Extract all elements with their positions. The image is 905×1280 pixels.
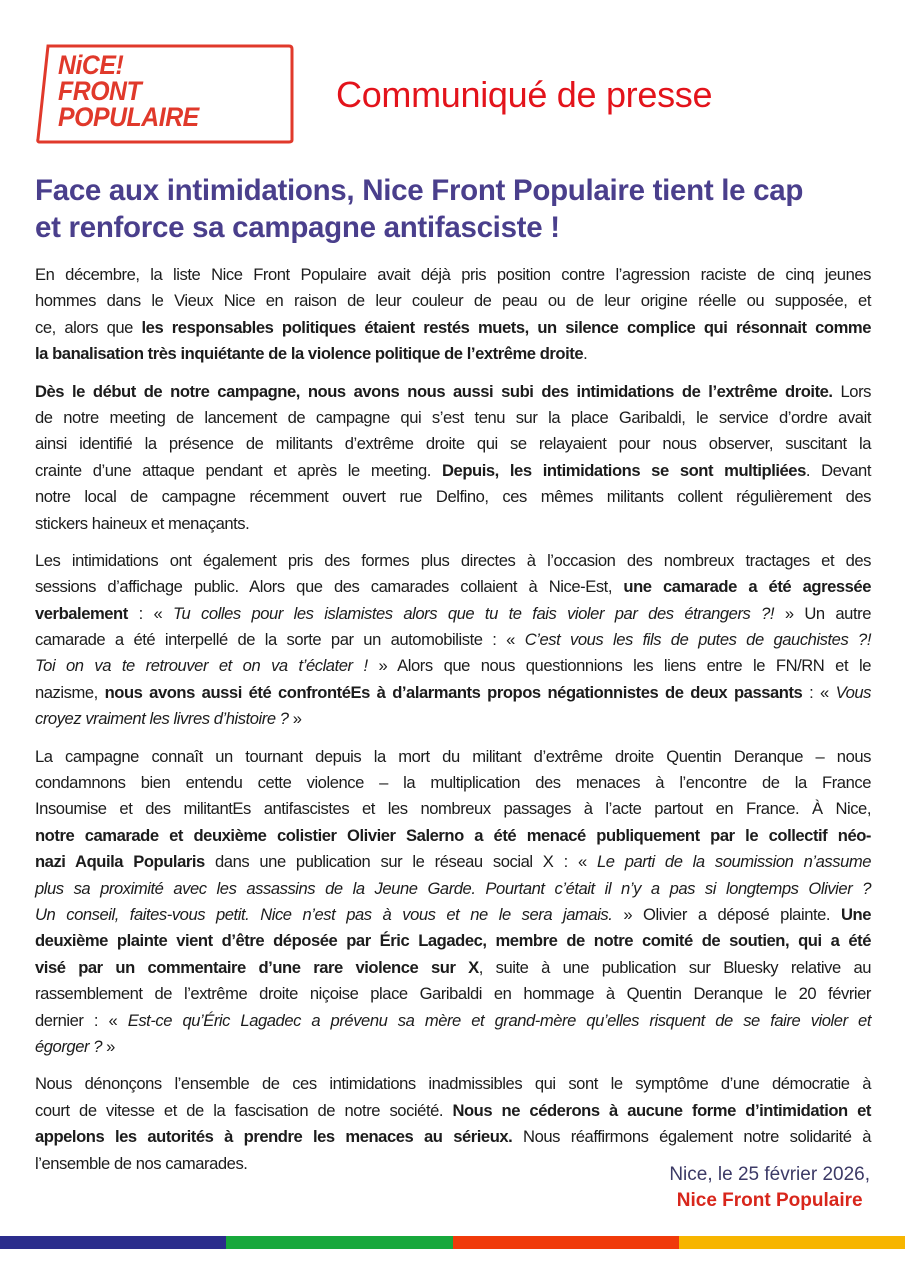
- text-run: ce, alors que: [35, 317, 142, 337]
- quoted-text: Le parti de la soumission n’assume: [596, 852, 871, 872]
- paragraph-line: [35, 315, 871, 341]
- paragraph-line: [35, 849, 871, 875]
- text-run: camarade a été interpellé de la sorte par un automobiliste : «: [35, 630, 525, 650]
- paragraph-line: [35, 902, 871, 928]
- color-stripe-footer: [0, 1236, 905, 1249]
- title-line: Face aux intimidations, Nice Front Populaire tient le cap: [35, 174, 804, 207]
- text-run: sessions d’affichage public. Alors que des camarades collaient à Nice-Est,: [35, 577, 624, 597]
- text-run: .: [583, 344, 588, 364]
- signature-block: [669, 1162, 870, 1214]
- text-run: hommes dans le Vieux Nice en raison de leur couleur de peau ou de leur origine réelle ou supposée, et: [35, 291, 871, 311]
- paragraph-line: [35, 405, 871, 431]
- paragraph-line: [35, 680, 871, 706]
- text-run: » Olivier a déposé plainte.: [612, 904, 841, 924]
- paragraph-line: [35, 744, 871, 770]
- text-run: » Alors que nous questionnions les liens entre le FN/RN et le: [367, 656, 871, 676]
- text-run: Nous réaffirmons également notre solidarité à: [512, 1127, 872, 1147]
- bold-text: nazi Aquila Popularis: [35, 852, 205, 872]
- paragraph-line: [35, 379, 871, 405]
- text-run: crainte d’une attaque pendant et après le meeting.: [35, 460, 443, 480]
- text-run: court de vitesse et de la fascisation de notre société.: [35, 1100, 453, 1120]
- quoted-text: croyez vraiment les livres d’histoire ?: [35, 709, 289, 729]
- text-run: l’ensemble de nos camarades.: [35, 1153, 248, 1173]
- paragraph-line: [35, 796, 871, 822]
- text-run: , suite à une publication sur Bluesky relative au: [478, 957, 871, 977]
- paragraph-line: [35, 770, 871, 796]
- paragraph-line: [35, 1071, 871, 1097]
- paragraph-line: [35, 823, 871, 849]
- paragraph-line: [35, 981, 871, 1007]
- signature-place-date: Nice, le 25 février 2026,: [669, 1164, 870, 1185]
- paragraph-line: [35, 511, 871, 537]
- paragraph-line: [35, 1008, 871, 1034]
- bold-text: visé par un commentaire d’une rare violence sur X: [35, 957, 479, 977]
- stripe-segment: [679, 1236, 905, 1249]
- body-paragraph: [35, 548, 871, 733]
- logo-line: NiCE!: [58, 50, 124, 80]
- quoted-text: plus sa proximité avec les assassins de la Jeune Garde. Pourtant c’était il n’y a pas si longtemps Olivier ?: [35, 878, 871, 898]
- logo-wordmark: [58, 52, 199, 130]
- text-run: La campagne connaît un tournant depuis la mort du militant d’extrême droite Quentin Deranque – nous: [35, 746, 871, 766]
- title-line: et renforce sa campagne antifasciste !: [35, 211, 560, 244]
- paragraph-line: [35, 601, 871, 627]
- paragraph-line: [35, 706, 871, 732]
- paragraph-line: [35, 653, 871, 679]
- text-run: nazisme,: [35, 682, 105, 702]
- text-run: condamnons bien entendu cette violence – la multiplication des menaces à l’encontre de la France: [35, 773, 871, 793]
- press-release-body: [35, 262, 871, 1188]
- text-run: notre local de campagne récemment ouvert rue Delfino, ces mêmes militants collent régulièrement des: [35, 487, 871, 507]
- bold-text: Dès le début de notre campagne, nous avons nous aussi subi des intimidations de l’extrême droite.: [35, 381, 833, 401]
- bold-text: appelons les autorités à prendre les menaces au sérieux.: [35, 1127, 513, 1147]
- text-run: : «: [127, 603, 174, 623]
- text-run: En décembre, la liste Nice Front Populaire avait déjà pris position contre l’agression raciste de cinq jeunes: [35, 265, 871, 284]
- text-run: Nous dénonçons l’ensemble de ces intimidations inadmissibles qui sont le symptôme d’une démocratie à: [35, 1074, 871, 1094]
- paragraph-line: [35, 627, 871, 653]
- paragraph-line: [35, 876, 871, 902]
- text-run: : «: [802, 682, 836, 702]
- paragraph-line: [35, 928, 871, 954]
- text-run: de notre meeting de lancement de campagne qui s’est tenu sur la place Garibaldi, le service d’ordre avait: [35, 407, 871, 427]
- bold-text: Une: [841, 904, 871, 924]
- bold-text: nous avons aussi été confrontéEs à d’alarmants propos négationnistes de deux passants: [104, 682, 803, 702]
- paragraph-line: [35, 548, 871, 574]
- text-run: Insoumise et des militantEs antifascistes et les nombreux passages à l’acte partout en France. À Nice,: [35, 799, 871, 819]
- nice-front-populaire-logo: [36, 44, 294, 144]
- text-run: »: [288, 709, 302, 729]
- bold-text: verbalement: [35, 603, 128, 623]
- paragraph-line: [35, 431, 871, 457]
- quoted-text: Toi on va te retrouver et on va t’éclater !: [35, 656, 368, 676]
- signature-organization: Nice Front Populaire: [676, 1190, 863, 1211]
- text-run: ainsi identifié la présence de militants d’extrême droite qui se relayaient pour nous observer, suscitant la: [35, 434, 871, 454]
- paragraph-line: [35, 1098, 871, 1124]
- bold-text: notre camarade et deuxième colistier Olivier Salerno a été menacé publiquement par le collectif néo-: [35, 825, 871, 845]
- text-run: » Un autre: [774, 603, 871, 623]
- body-paragraph: [35, 379, 871, 537]
- text-run: Les intimidations ont également pris des formes plus directes à l’occasion des nombreux tractages et des: [35, 550, 871, 570]
- text-run: . Devant: [805, 460, 871, 480]
- quoted-text: Tu colles pour les islamistes alors que tu te fais violer par des étrangers ?!: [173, 603, 775, 623]
- paragraph-line: [35, 458, 871, 484]
- paragraph-line: [35, 288, 871, 314]
- bold-text: Depuis, les intimidations se sont multipliées: [442, 460, 806, 480]
- stripe-segment: [0, 1236, 226, 1249]
- body-paragraph: [35, 744, 871, 1061]
- bold-text: la banalisation très inquiétante de la violence politique de l’extrême droite: [35, 344, 584, 364]
- bold-text: une camarade a été agressée: [623, 577, 871, 597]
- text-run: dernier : «: [35, 1010, 128, 1030]
- paragraph-line: [35, 262, 871, 288]
- document-type-heading: Communiqué de presse: [336, 74, 713, 115]
- logo-line: POPULAIRE: [58, 102, 199, 132]
- bold-text: Nous ne céderons à aucune forme d’intimidation et: [452, 1100, 871, 1120]
- quoted-text: Un conseil, faites-vous petit. Nice n’est pas à vous et ne le sera jamais.: [35, 904, 613, 924]
- text-run: Lors: [832, 381, 872, 401]
- quoted-text: Vous: [835, 682, 871, 702]
- press-release-title: [35, 172, 885, 246]
- bold-text: les responsables politiques étaient restés muets, un silence complice qui résonnait comme: [141, 317, 871, 337]
- quoted-text: C’est vous les fils de putes de gauchistes ?!: [524, 630, 871, 650]
- paragraph-line: [35, 484, 871, 510]
- bold-text: deuxième plainte vient d’être déposée par Éric Lagadec, membre de notre comité de soutien, qui a été: [35, 931, 871, 951]
- quoted-text: Est-ce qu’Éric Lagadec a prévenu sa mère et grand-mère qu’elles risquent de se faire violer et: [127, 1010, 871, 1030]
- paragraph-line: [35, 955, 871, 981]
- paragraph-line: [35, 341, 871, 367]
- quoted-text: égorger ?: [35, 1036, 102, 1056]
- text-run: dans une publication sur le réseau social X : «: [204, 852, 597, 872]
- paragraph-line: [35, 1034, 871, 1060]
- text-run: »: [101, 1036, 115, 1056]
- body-paragraph: [35, 262, 871, 368]
- logo-line: FRONT: [58, 76, 142, 106]
- text-run: stickers haineux et menaçants.: [35, 513, 250, 533]
- stripe-segment: [226, 1236, 452, 1249]
- stripe-segment: [453, 1236, 679, 1249]
- paragraph-line: [35, 574, 871, 600]
- paragraph-line: [35, 1124, 871, 1150]
- text-run: rassemblement de l’extrême droite niçoise place Garibaldi en hommage à Quentin Deranque le 20 février: [35, 984, 871, 1004]
